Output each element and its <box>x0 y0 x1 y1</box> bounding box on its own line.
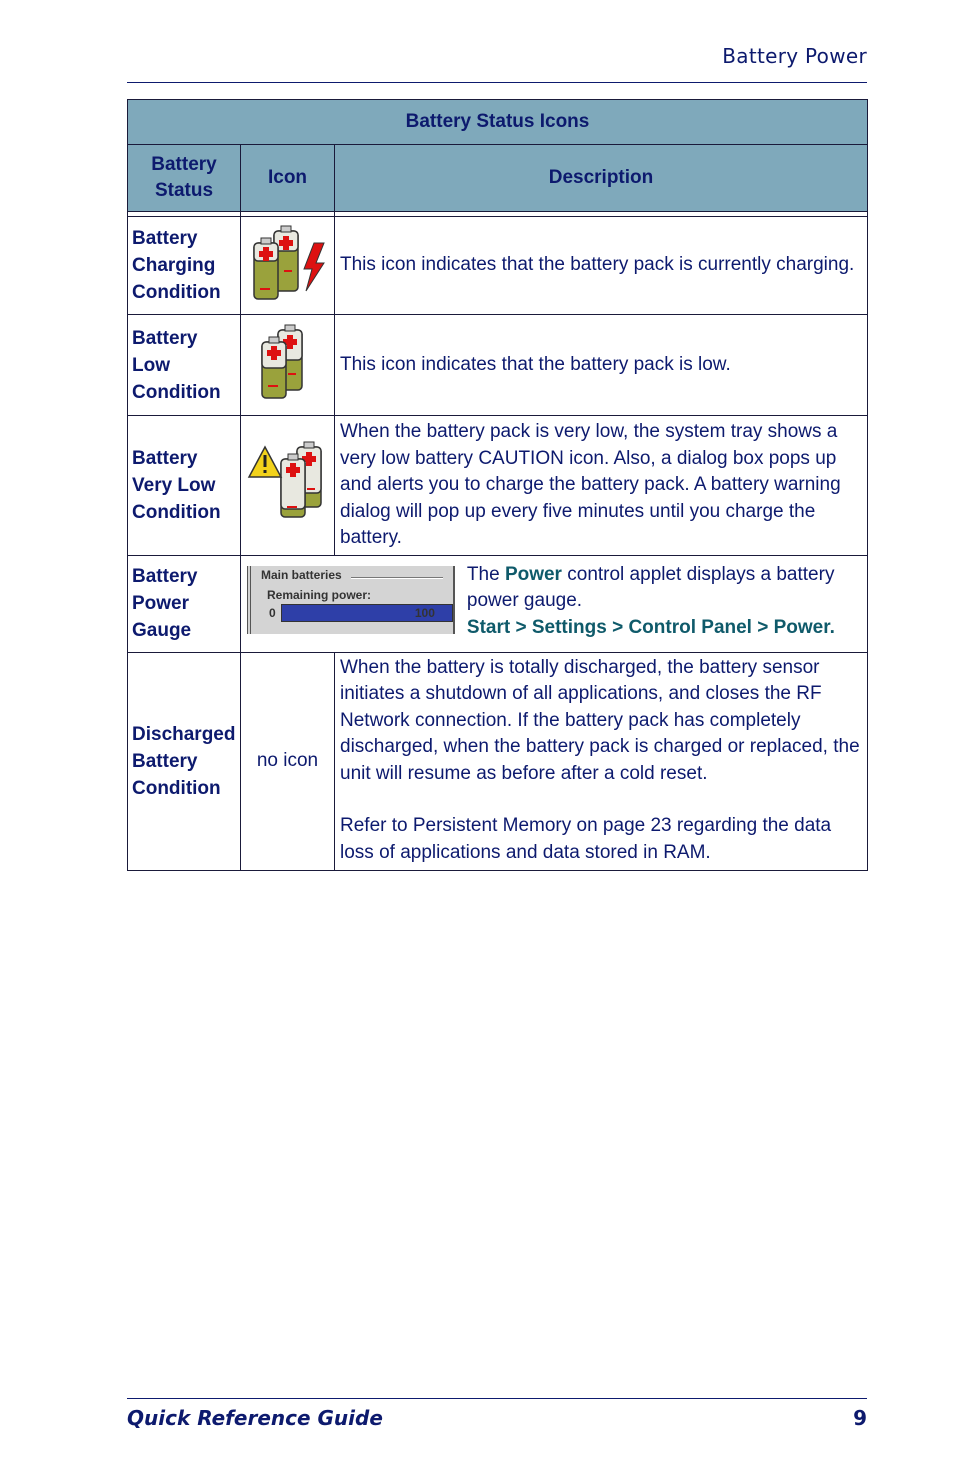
gauge-max-label: 100 <box>414 605 435 620</box>
battery-very-low-caution-icon <box>241 416 335 556</box>
status-description: This icon indicates that the battery pack is currently charging. <box>335 217 868 315</box>
no-icon-text: no icon <box>241 652 335 870</box>
table-row <box>128 315 868 416</box>
description-paragraph: When the battery is totally discharged, the battery sensor initiates a shutdown of all applications, and closes the RF Network connection. If the battery pack has completely discharged, when the battery pack is charged or replaced, the unit will resume as before after a cold reset. <box>340 656 860 784</box>
groupbox-line <box>351 577 443 579</box>
table-row <box>128 652 868 870</box>
power-applet-name: Power <box>504 563 562 585</box>
table-row <box>128 555 868 652</box>
status-label: Battery Low Condition <box>128 315 241 416</box>
status-description <box>467 562 861 642</box>
status-label: Battery Very Low Condition <box>128 416 241 556</box>
battery-charging-icon <box>241 217 335 315</box>
header-rule <box>127 82 867 83</box>
power-gauge-panel <box>247 566 455 634</box>
battery-low-icon <box>241 315 335 416</box>
gauge-remaining-label: Remaining power: <box>267 587 372 602</box>
power-gauge-cell <box>241 555 868 652</box>
description-text: The <box>466 563 505 585</box>
gauge-group-label: Main batteries <box>261 567 342 582</box>
status-description: This icon indicates that the battery pack is low. <box>335 315 868 416</box>
table-row <box>128 217 868 315</box>
footer-rule <box>127 1398 867 1399</box>
column-header-icon: Icon <box>241 145 335 212</box>
description-text: control applet displays a battery power gauge. <box>466 563 835 611</box>
status-label: Battery Power Gauge <box>128 555 241 652</box>
column-header-description: Description <box>335 145 868 212</box>
description-paragraph: Refer to Persistent Memory on page 23 regarding the data loss of applications and data stored in RAM. <box>340 815 832 863</box>
footer-guide-title: Quick Reference Guide <box>127 1406 383 1430</box>
running-header: Battery Power <box>722 44 867 68</box>
table-row <box>128 416 868 556</box>
gauge-min-label: 0 <box>269 605 276 620</box>
status-label: Discharged Battery Condition <box>128 652 241 870</box>
battery-status-table <box>127 99 868 871</box>
table-caption: Battery Status Icons <box>128 100 868 145</box>
status-description: When the battery pack is very low, the system tray shows a very low battery CAUTION icon. Also, a dialog box pops up and alerts you to charge the battery pack. A battery warning dialog will pop up every five minutes until you charge the battery. <box>335 416 868 556</box>
status-description <box>335 652 868 870</box>
column-header-status: Battery Status <box>128 145 241 212</box>
settings-path: Start > Settings > Control Panel > Power. <box>466 616 835 638</box>
page-number: 9 <box>853 1406 867 1430</box>
status-label: Battery Charging Condition <box>128 217 241 315</box>
